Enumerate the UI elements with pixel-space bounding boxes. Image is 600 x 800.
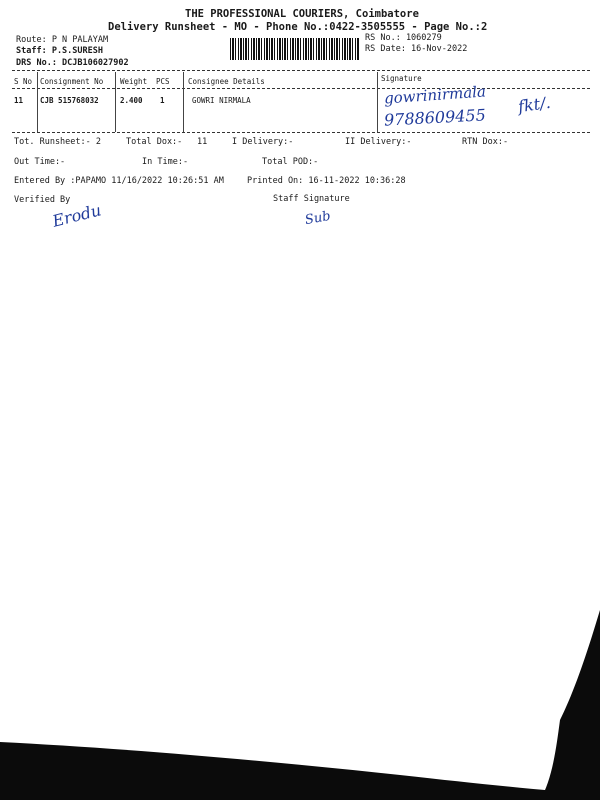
col-divider bbox=[115, 72, 116, 132]
col-header-pcs: PCS bbox=[156, 77, 170, 86]
drs-number: DRS No.: DCJB106027902 bbox=[16, 58, 129, 68]
receiver-handwritten-name: gowrinirmala bbox=[383, 82, 487, 108]
route-label: Route: P N PALAYAM bbox=[16, 35, 109, 45]
in-time: In Time:- bbox=[142, 157, 189, 167]
i-delivery: I Delivery:- bbox=[232, 137, 294, 147]
runsheet-title: Delivery Runsheet - MO - Phone No.:0422-3505555 - Page No.:2 bbox=[108, 21, 488, 33]
receiver-handwritten-phone: 9788609455 bbox=[383, 105, 487, 130]
col-header-consignment: Consignment No bbox=[40, 77, 104, 86]
col-divider bbox=[377, 72, 378, 132]
receiver-initials: fkt/. bbox=[516, 92, 552, 117]
staff-signature-label: Staff Signature bbox=[273, 194, 350, 204]
col-divider bbox=[183, 72, 184, 132]
total-dox-label: Total Dox:- bbox=[126, 137, 183, 147]
table-bottom-rule bbox=[12, 132, 590, 133]
rs-date: RS Date: 16-Nov-2022 bbox=[365, 44, 468, 54]
col-divider bbox=[37, 72, 38, 132]
total-dox-value: 11 bbox=[197, 137, 208, 147]
printed-on: Printed On: 16-11-2022 10:36:28 bbox=[247, 176, 406, 186]
row-consignment: CJB 515768032 bbox=[40, 96, 99, 105]
total-pod: Total POD:- bbox=[262, 157, 319, 167]
rs-number: RS No.: 1060279 bbox=[365, 33, 442, 43]
verifier-signature: Erodu bbox=[50, 200, 104, 231]
staff-label: Staff: P.S.SURESH bbox=[16, 46, 103, 56]
verified-by-label: Verified By bbox=[14, 195, 71, 205]
out-time: Out Time:- bbox=[14, 157, 66, 167]
col-header-signature: Signature bbox=[381, 74, 422, 83]
company-title: THE PROFESSIONAL COURIERS, Coimbatore bbox=[185, 8, 419, 20]
entered-by: Entered By :PAPAMO 11/16/2022 10:26:51 AM bbox=[14, 176, 224, 186]
row-weight: 2.400 bbox=[120, 96, 143, 105]
rtn-dox: RTN Dox:- bbox=[462, 137, 509, 147]
row-pcs: 1 bbox=[160, 96, 165, 105]
table-header-rule bbox=[12, 88, 590, 89]
table-top-rule bbox=[12, 70, 590, 71]
row-consignee: GOWRI NIRMALA bbox=[192, 96, 251, 105]
staff-handwritten-signature: Sub bbox=[303, 208, 332, 229]
tot-runsheet: Tot. Runsheet:- 2 bbox=[14, 137, 101, 147]
col-header-weight: Weight bbox=[120, 77, 148, 86]
ii-delivery: II Delivery:- bbox=[345, 137, 412, 147]
col-header-sno: S No bbox=[14, 77, 33, 86]
row-sno: 11 bbox=[14, 96, 24, 105]
col-header-consignee: Consignee Details bbox=[188, 77, 265, 86]
barcode bbox=[230, 38, 360, 60]
